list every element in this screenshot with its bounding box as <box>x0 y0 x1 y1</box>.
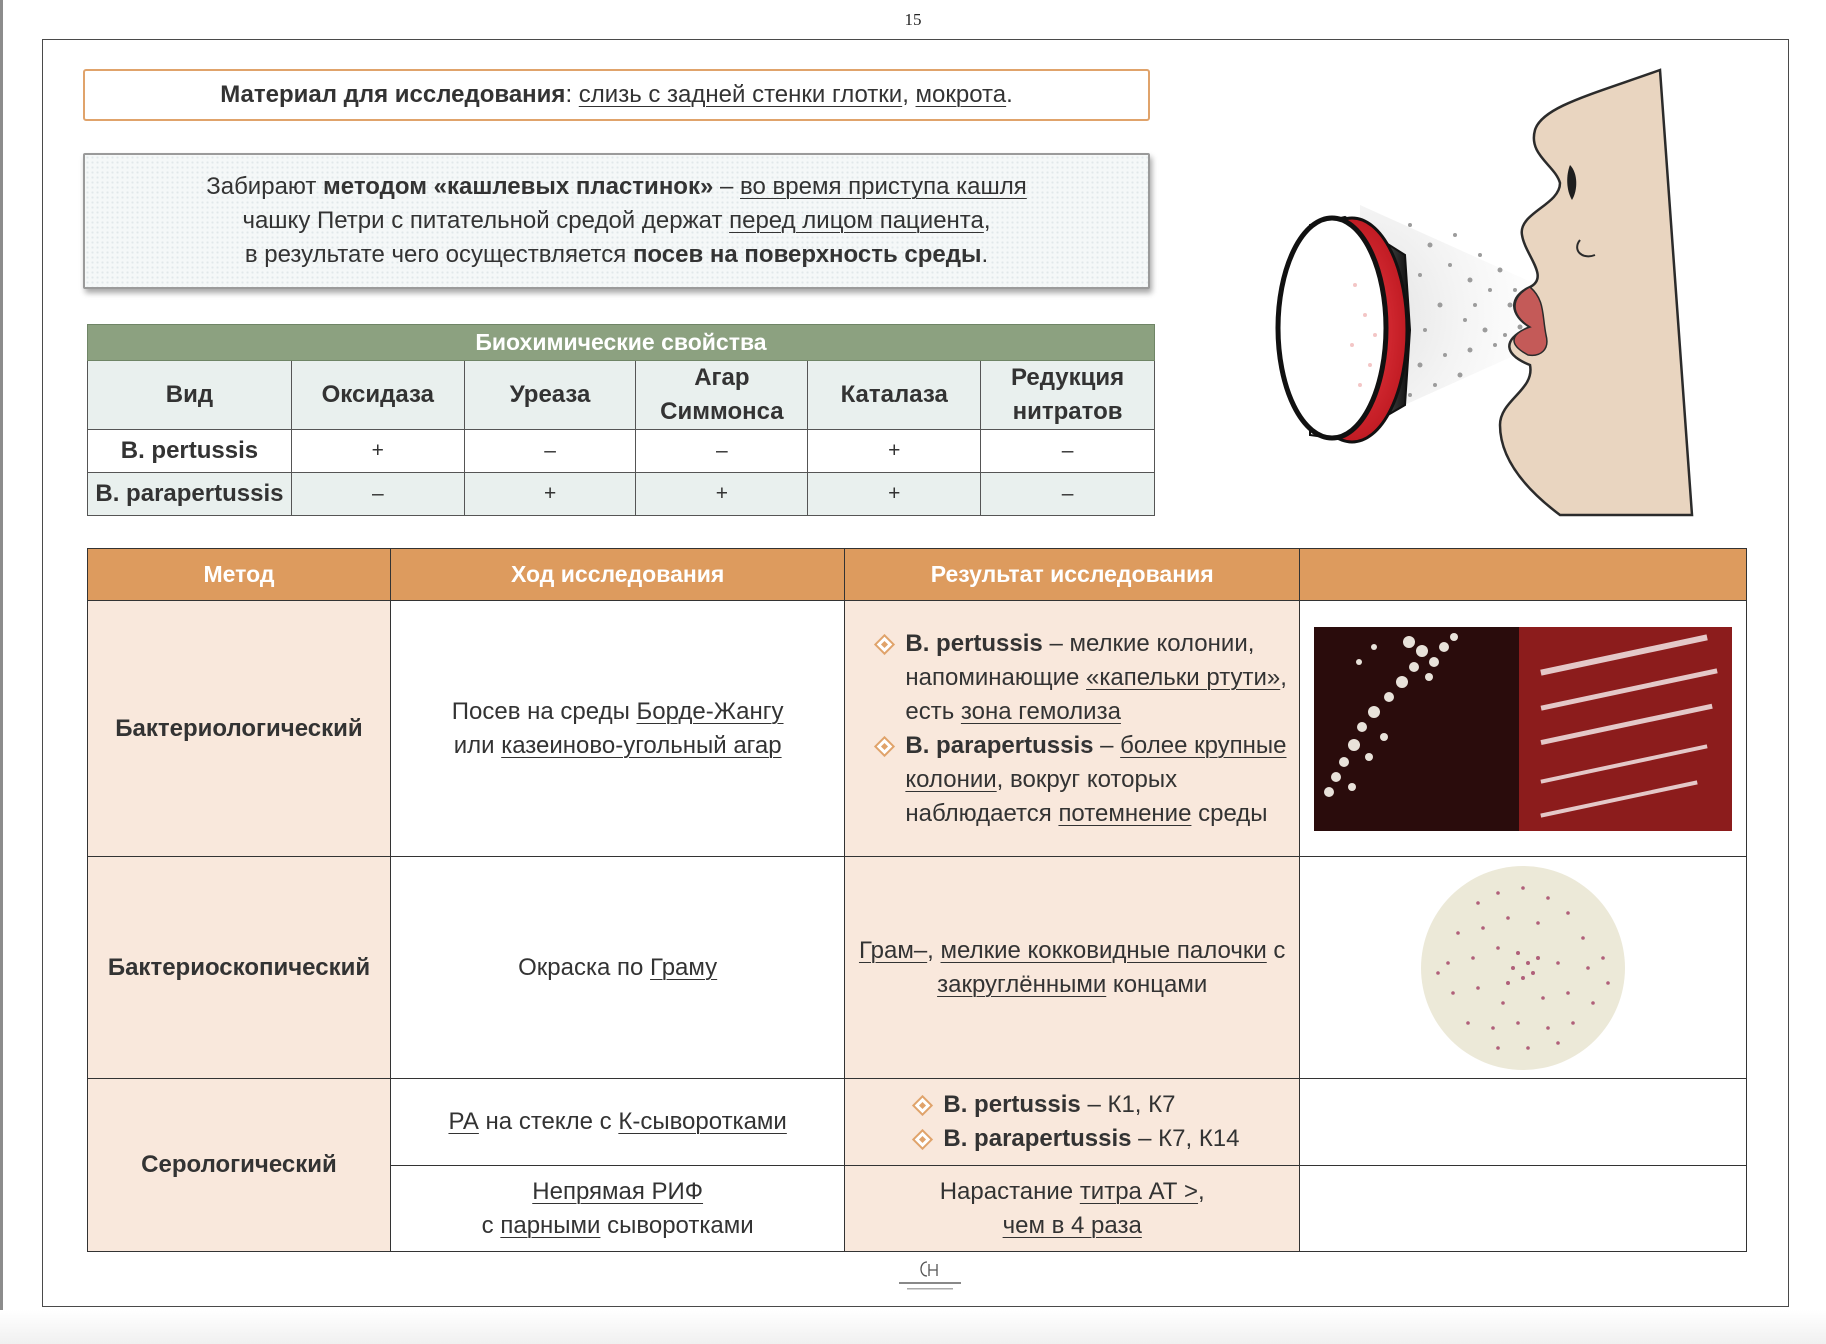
petri-dish <box>1278 217 1410 442</box>
table-row <box>88 473 1155 516</box>
method-underlined: во время приступа кашля <box>740 173 1027 200</box>
col-header-method: Метод <box>88 549 391 601</box>
table-cell: + <box>464 473 636 516</box>
result-bold: B. pertussis <box>943 1091 1081 1118</box>
table-row <box>88 549 1747 601</box>
cough-plate-method-box <box>83 153 1150 289</box>
method-bold: посев на поверхность среды <box>632 241 982 268</box>
course-text: сыворотками <box>600 1211 754 1239</box>
result-bold: B. parapertussis <box>905 731 1094 759</box>
col-header-simmons <box>636 361 808 430</box>
course-text: Посев на среды <box>451 697 637 725</box>
method-text: чашку Петри с питательной средой держат <box>242 207 730 234</box>
result-bacterioscopic <box>845 857 1300 1079</box>
header-line: Симмонса <box>660 398 784 425</box>
method-name-bacterioscopic: Бактериоскопический <box>88 857 391 1079</box>
result-underlined: закруглёнными <box>937 970 1107 998</box>
course-underlined: казеиново-угольный агар <box>501 731 782 759</box>
result-underlined: титра АТ > <box>1079 1177 1199 1205</box>
course-underlined: Борде-Жангу <box>636 697 784 725</box>
result-bold: B. pertussis <box>905 629 1043 657</box>
table-row <box>88 857 1747 1079</box>
col-header-species: Вид <box>88 361 292 430</box>
result-text: – <box>1093 731 1121 759</box>
result-bold: B. parapertussis <box>943 1125 1132 1152</box>
table-row <box>88 325 1155 361</box>
course-underlined: К-сыворотками <box>618 1108 787 1135</box>
method-text: Забирают <box>206 173 324 200</box>
table-cell: + <box>291 430 464 473</box>
list-item <box>873 729 1299 831</box>
diamond-bullet-icon <box>874 735 895 756</box>
list-item <box>873 627 1299 729</box>
publisher-logo <box>885 1256 975 1300</box>
result-text: , <box>1198 1177 1205 1205</box>
result-underlined: Грам– <box>858 936 928 964</box>
method-text: , <box>983 207 991 234</box>
cough-plate-illustration <box>1260 65 1720 525</box>
result-underlined: потемнение <box>1058 799 1192 827</box>
table-cell: – <box>636 430 808 473</box>
result-underlined: «капельки ртути» <box>1086 663 1281 691</box>
col-header-result: Результат исследования <box>845 549 1300 601</box>
course-underlined: парными <box>500 1211 601 1239</box>
diamond-bullet-icon <box>912 1129 933 1150</box>
image-cell-colonies <box>1300 601 1747 857</box>
result-text: , <box>927 936 941 964</box>
result-text: – К7, К14 <box>1131 1125 1240 1152</box>
colonies-photo <box>1314 627 1732 831</box>
image-cell-empty <box>1300 1079 1747 1166</box>
result-text: среды <box>1191 799 1268 827</box>
col-header-nitrate <box>981 361 1155 430</box>
result-text: – мелкие колонии, напоминающие <box>905 629 1255 691</box>
result-underlined: зона гемолиза <box>960 697 1121 725</box>
result-serological-ra <box>845 1079 1300 1166</box>
species-cell: B. parapertussis <box>88 473 292 516</box>
header-line: Агар <box>694 364 750 391</box>
table-cell: – <box>981 430 1155 473</box>
material-end: . <box>1006 81 1013 108</box>
material-item-sputum: мокрота <box>915 81 1007 108</box>
header-line: нитратов <box>1012 398 1123 425</box>
table-cell: – <box>981 473 1155 516</box>
method-line-3 <box>245 238 988 272</box>
method-underlined: перед лицом пациента <box>729 207 984 234</box>
result-list <box>845 1088 1299 1156</box>
page-bottom-shade <box>0 1310 1826 1344</box>
biochem-table <box>87 324 1155 516</box>
page-left-strip <box>0 0 3 1344</box>
col-header-oxidase: Оксидаза <box>291 361 464 430</box>
table-row <box>88 1079 1747 1166</box>
result-text: Нарастание <box>939 1177 1080 1205</box>
result-text: , вокруг которых наблюдается <box>905 765 1178 827</box>
col-header-urease: Уреаза <box>464 361 636 430</box>
diamond-bullet-icon <box>912 1095 933 1116</box>
course-serological-rif <box>390 1166 844 1252</box>
list-item <box>911 1122 1299 1156</box>
course-underlined: Граму <box>650 953 718 981</box>
result-list <box>845 627 1299 831</box>
course-serological-ra <box>390 1079 844 1166</box>
col-header-image <box>1300 549 1747 601</box>
table-cell: + <box>808 430 981 473</box>
page-number: 15 <box>904 10 922 29</box>
col-header-course: Ход исследования <box>390 549 844 601</box>
result-text: концами <box>1106 970 1208 998</box>
biochem-title: Биохимические свойства <box>88 325 1155 361</box>
col-header-catalase: Каталаза <box>808 361 981 430</box>
species-cell: B. pertussis <box>88 430 292 473</box>
method-line-2 <box>242 204 990 238</box>
method-name-serological: Серологический <box>88 1079 391 1252</box>
result-text: , есть <box>905 663 1287 725</box>
course-bacterioscopic <box>390 857 844 1079</box>
list-item <box>911 1088 1299 1122</box>
table-row <box>88 601 1747 857</box>
method-text: – <box>713 173 741 200</box>
material-sep: , <box>902 81 916 108</box>
result-text: с <box>1266 936 1286 964</box>
method-bold: методом «кашлевых пластинок» <box>323 173 714 200</box>
result-bacteriological <box>845 601 1300 857</box>
image-cell-microscopy <box>1300 857 1747 1079</box>
course-text: с <box>481 1211 501 1239</box>
material-colon: : <box>565 81 579 108</box>
table-row <box>88 430 1155 473</box>
result-underlined: мелкие кокковидные палочки <box>940 936 1267 964</box>
course-underlined: Непрямая РИФ <box>532 1177 704 1205</box>
microscopy-photo <box>1418 863 1628 1073</box>
table-cell: – <box>464 430 636 473</box>
methods-table <box>87 548 1747 1252</box>
material-label: Материал для исследования <box>220 81 566 108</box>
course-text: на стекле с <box>478 1108 619 1135</box>
course-underlined: РА <box>448 1108 479 1135</box>
table-cell: + <box>636 473 808 516</box>
table-cell: – <box>291 473 464 516</box>
result-underlined: более крупные колонии <box>905 731 1287 793</box>
method-name-bacteriological: Бактериологический <box>88 601 391 857</box>
header-line: Редукция <box>1010 364 1125 391</box>
course-text: Окраска по <box>518 953 651 981</box>
table-row <box>88 361 1155 430</box>
method-text: в результате чего осуществляется <box>244 241 633 268</box>
course-bacteriological <box>390 601 844 857</box>
method-text: . <box>981 241 989 268</box>
image-cell-empty <box>1300 1166 1747 1252</box>
diamond-bullet-icon <box>874 633 895 654</box>
result-serological-rif <box>845 1166 1300 1252</box>
material-box <box>83 69 1150 121</box>
table-cell: + <box>808 473 981 516</box>
course-text: или <box>453 731 502 759</box>
result-text: – К1, К7 <box>1080 1091 1176 1118</box>
result-underlined: чем в 4 раза <box>1002 1211 1142 1239</box>
material-item-throat: слизь с задней стенки глотки <box>578 81 903 108</box>
method-line-1 <box>206 170 1027 204</box>
